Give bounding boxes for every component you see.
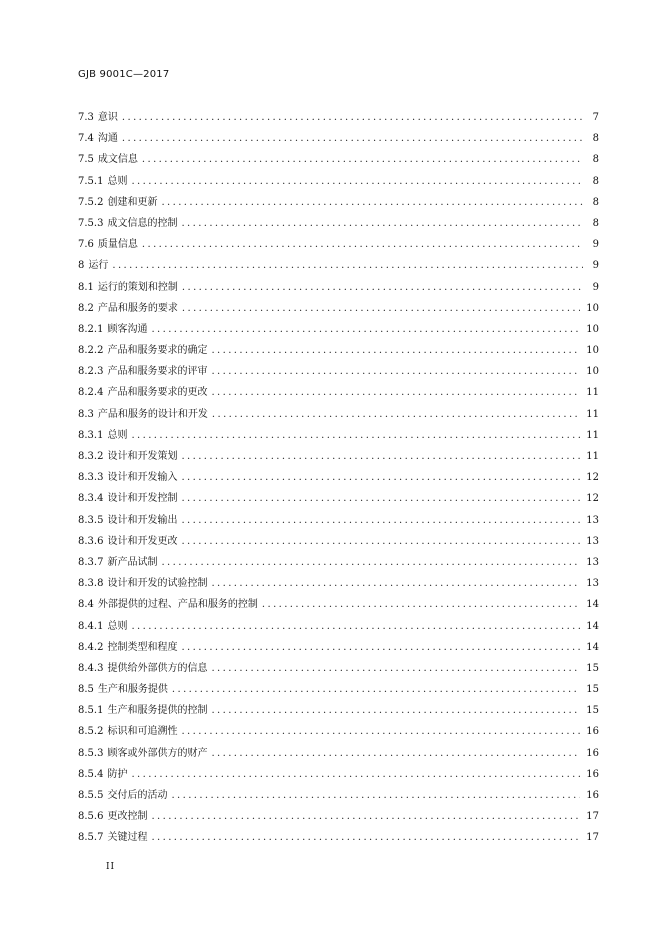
toc-dot-leader [211, 361, 580, 382]
toc-section-number: 8.5.5 [78, 790, 104, 801]
toc-section-number: 8.4.3 [78, 662, 104, 674]
toc-entry[interactable] [78, 552, 599, 573]
toc-section-number: 8.5.1 [78, 705, 104, 717]
toc-section-title: 运行 [88, 260, 109, 272]
toc-entry[interactable] [78, 425, 599, 446]
toc-section-title: 总则 [107, 620, 128, 632]
toc-entry[interactable] [78, 594, 599, 615]
toc-section-title: 标识和可追溯性 [107, 726, 178, 738]
toc-entry[interactable] [78, 721, 599, 742]
toc-entry[interactable] [78, 488, 599, 509]
toc-section-title: 成文信息的控制 [107, 217, 178, 229]
toc-page-number: 9 [592, 260, 599, 272]
toc-page-number: 13 [586, 578, 599, 590]
toc-page-number: 9 [592, 239, 599, 251]
toc-entry[interactable] [78, 446, 599, 467]
toc-dot-leader [131, 171, 583, 192]
toc-entry[interactable] [78, 298, 599, 319]
toc-section-title: 成文信息 [97, 154, 138, 166]
toc-entry[interactable] [78, 510, 599, 531]
toc-section-title: 设计和开发的试验控制 [107, 578, 208, 590]
toc-section-number: 7.3 [78, 112, 94, 123]
toc-entry[interactable] [78, 128, 599, 149]
toc-entry[interactable] [78, 107, 599, 128]
toc-section-title: 生产和服务提供的控制 [107, 705, 208, 717]
toc-dot-leader [212, 404, 580, 425]
toc-section-title: 产品和服务的设计和开发 [97, 408, 208, 420]
toc-page-number: 12 [586, 493, 599, 505]
toc-section-number: 8.4 [78, 599, 94, 611]
toc-dot-leader [182, 298, 580, 319]
toc-entry[interactable] [78, 743, 599, 764]
toc-entry[interactable] [78, 806, 599, 827]
toc-dot-leader [151, 827, 580, 848]
toc-entry[interactable] [78, 764, 599, 785]
toc-section-number: 8.5.3 [78, 747, 104, 759]
toc-section-number: 8.2.1 [78, 323, 104, 335]
toc-section-number: 8.3.5 [78, 514, 104, 526]
toc-entry[interactable] [78, 404, 599, 425]
toc-dot-leader [112, 255, 583, 276]
toc-section-number: 8.3 [78, 408, 94, 420]
toc-dot-leader [181, 446, 580, 467]
toc-entry[interactable] [78, 234, 599, 255]
toc-entry[interactable] [78, 171, 599, 192]
toc-dot-leader [122, 107, 583, 128]
toc-section-title: 创建和更新 [107, 196, 158, 208]
toc-dot-leader [181, 467, 580, 488]
toc-section-title: 产品和服务要求的确定 [107, 345, 208, 357]
toc-section-number: 8.2.4 [78, 387, 104, 399]
toc-dot-leader [181, 637, 580, 658]
toc-dot-leader [151, 319, 580, 340]
toc-dot-leader [181, 213, 583, 234]
toc-entry[interactable] [78, 255, 599, 276]
toc-section-number: 8.2 [78, 302, 94, 314]
toc-section-title: 提供给外部供方的信息 [107, 662, 208, 674]
toc-page-number: 9 [592, 281, 599, 293]
toc-section-number: 8.2.3 [78, 366, 104, 378]
toc-dot-leader [171, 785, 580, 806]
toc-page-number: 8 [592, 133, 599, 145]
toc-dot-leader [142, 234, 583, 255]
page-number: II [106, 862, 116, 872]
toc-section-number: 8.3.7 [78, 556, 104, 568]
toc-section-number: 7.5.1 [78, 175, 104, 187]
toc-section-title: 设计和开发输入 [107, 472, 178, 484]
toc-section-number: 7.4 [78, 133, 94, 145]
toc-section-number: 8.1 [78, 281, 94, 293]
toc-page-number: 17 [586, 832, 599, 844]
toc-section-title: 产品和服务要求的更改 [107, 387, 208, 399]
toc-dot-leader [211, 382, 580, 403]
toc-section-number: 8.3.1 [78, 429, 104, 441]
toc-section-title: 运行的策划和控制 [97, 281, 178, 293]
toc-page-number: 14 [586, 599, 599, 611]
toc-page-number: 16 [586, 768, 599, 780]
toc-section-title: 关键过程 [107, 832, 148, 844]
toc-page-number: 15 [586, 705, 599, 717]
toc-section-title: 外部提供的过程、产品和服务的控制 [97, 599, 258, 611]
toc-entry[interactable] [78, 361, 599, 382]
toc-section-title: 控制类型和程度 [107, 641, 178, 653]
toc-entry[interactable] [78, 637, 599, 658]
toc-section-number: 8.2.2 [78, 345, 104, 357]
toc-section-title: 防护 [107, 768, 128, 780]
toc-page-number: 13 [586, 535, 599, 547]
toc-dot-leader [131, 616, 580, 637]
toc-section-title: 总则 [107, 175, 128, 187]
toc-section-title: 沟通 [97, 133, 118, 145]
toc-entry[interactable] [78, 658, 599, 679]
toc-page-number: 14 [586, 620, 599, 632]
toc-section-number: 8.5.6 [78, 811, 104, 823]
toc-section-number: 8.5.2 [78, 726, 104, 738]
toc-section-number: 8.5.7 [78, 832, 104, 844]
toc-page-number: 10 [586, 345, 599, 357]
toc-entry[interactable] [78, 340, 599, 361]
toc-dot-leader [161, 552, 580, 573]
toc-page-number: 11 [586, 387, 599, 399]
toc-entry[interactable] [78, 213, 599, 234]
toc-section-number: 8.4.2 [78, 641, 104, 653]
toc-dot-leader [211, 743, 580, 764]
toc-page-number: 15 [586, 684, 599, 696]
toc-section-title: 设计和开发控制 [107, 493, 178, 505]
toc-section-title: 设计和开发更改 [107, 535, 178, 547]
toc-section-number: 8 [78, 260, 85, 272]
toc-section-number: 8.4.1 [78, 620, 104, 632]
toc-page-number: 10 [586, 302, 599, 314]
toc-section-number: 8.3.4 [78, 493, 104, 505]
toc-page-number: 11 [586, 429, 599, 441]
toc-section-title: 意识 [97, 112, 118, 123]
toc-page-number: 12 [586, 472, 599, 484]
toc-dot-leader [262, 594, 580, 615]
toc-dot-leader [161, 192, 583, 213]
toc-dot-leader [182, 277, 583, 298]
toc-dot-leader [181, 510, 580, 531]
toc-section-number: 8.3.8 [78, 578, 104, 590]
toc-section-title: 生产和服务提供 [97, 684, 168, 696]
document-header: GJB 9001C—2017 [78, 69, 170, 80]
toc-dot-leader [211, 700, 580, 721]
toc-section-title: 质量信息 [97, 239, 138, 251]
toc-page-number: 14 [586, 641, 599, 653]
toc-page-number: 11 [586, 451, 599, 462]
toc-page-number: 16 [586, 747, 599, 759]
toc-page-number: 13 [586, 556, 599, 568]
toc-section-number: 7.5.3 [78, 217, 104, 229]
toc-section-title: 设计和开发策划 [107, 451, 178, 462]
toc-entry[interactable] [78, 531, 599, 552]
toc-page-number: 8 [592, 154, 599, 166]
toc-dot-leader [142, 149, 583, 170]
toc-dot-leader [181, 531, 580, 552]
toc-dot-leader [122, 128, 583, 149]
toc-section-number: 7.5.2 [78, 196, 104, 208]
toc-section-title: 产品和服务要求的评审 [107, 366, 208, 378]
toc-dot-leader [211, 658, 580, 679]
toc-dot-leader [131, 764, 580, 785]
toc-dot-leader [211, 340, 580, 361]
toc-dot-leader [181, 721, 580, 742]
toc-section-number: 8.5.4 [78, 768, 104, 780]
toc-section-title: 交付后的活动 [107, 790, 168, 801]
toc-entry[interactable] [78, 785, 599, 806]
toc-section-number: 8.5 [78, 684, 94, 696]
toc-section-title: 产品和服务的要求 [97, 302, 178, 314]
toc-page-number: 11 [586, 408, 599, 420]
toc-section-title: 顾客或外部供方的财产 [107, 747, 208, 759]
toc-page-number: 8 [592, 196, 599, 208]
toc-entry[interactable] [78, 467, 599, 488]
toc-page-number: 15 [586, 662, 599, 674]
toc-section-title: 顾客沟通 [107, 323, 148, 335]
toc-page-number: 8 [592, 217, 599, 229]
toc-section-number: 8.3.2 [78, 451, 104, 462]
toc-entry[interactable] [78, 679, 599, 700]
toc-section-title: 更改控制 [107, 811, 148, 823]
toc-page-number: 16 [586, 790, 599, 801]
toc-dot-leader [151, 806, 580, 827]
toc-entry[interactable] [78, 192, 599, 213]
toc-entry[interactable] [78, 277, 599, 298]
toc-section-number: 8.3.6 [78, 535, 104, 547]
toc-page-number: 10 [586, 366, 599, 378]
toc-entry[interactable] [78, 149, 599, 170]
toc-page-number: 16 [586, 726, 599, 738]
table-of-contents [78, 107, 599, 849]
toc-entry[interactable] [78, 616, 599, 637]
toc-section-title: 总则 [107, 429, 128, 441]
toc-dot-leader [131, 425, 580, 446]
toc-page-number: 17 [586, 811, 599, 823]
toc-entry[interactable] [78, 827, 599, 848]
toc-page-number: 13 [586, 514, 599, 526]
toc-section-number: 7.6 [78, 239, 94, 251]
toc-dot-leader [172, 679, 580, 700]
toc-entry[interactable] [78, 573, 599, 594]
toc-section-number: 8.3.3 [78, 472, 104, 484]
toc-entry[interactable] [78, 319, 599, 340]
toc-section-number: 7.5 [78, 154, 94, 166]
toc-page-number: 10 [586, 323, 599, 335]
toc-section-title: 设计和开发输出 [107, 514, 178, 526]
toc-dot-leader [211, 573, 580, 594]
toc-page-number: 7 [592, 112, 599, 123]
toc-entry[interactable] [78, 700, 599, 721]
toc-page-number: 8 [592, 175, 599, 187]
toc-entry[interactable] [78, 382, 599, 403]
toc-dot-leader [181, 488, 580, 509]
toc-section-title: 新产品试制 [107, 556, 158, 568]
